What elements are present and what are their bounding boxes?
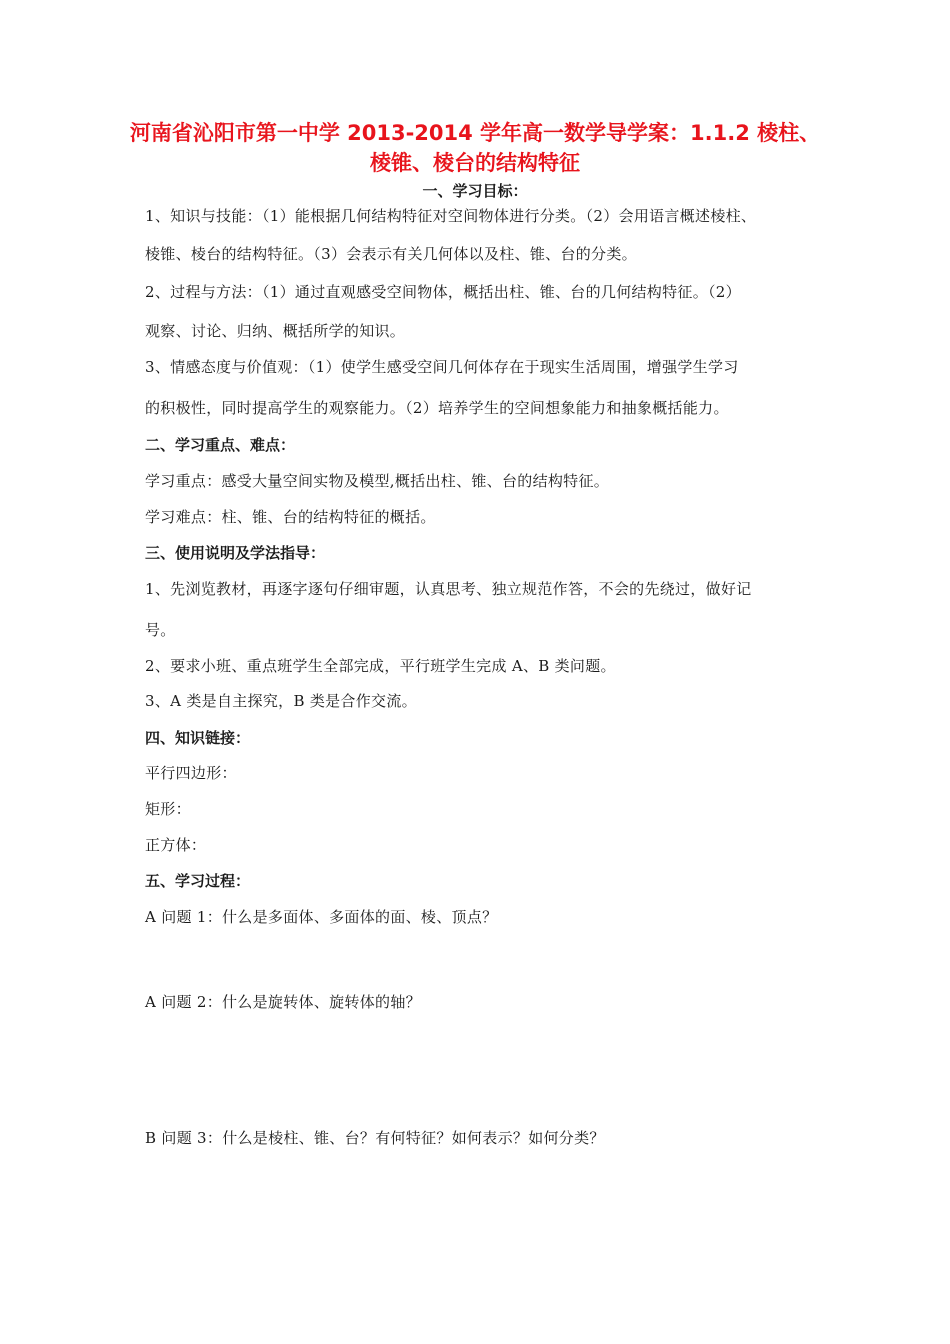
instructions-line: 号。 (145, 621, 176, 639)
links-line: 平行四边形： (145, 764, 237, 782)
section-heading-links: 四、知识链接： (145, 729, 251, 747)
document-title-line-2: 棱锥、棱台的结构特征 (370, 151, 580, 175)
objectives-line: 的积极性，同时提高学生的观察能力。（2）培养学生的空间想象能力和抽象概括能力。 (145, 399, 729, 417)
section-heading-key-points: 二、学习重点、难点： (145, 436, 296, 454)
objectives-line: 棱锥、棱台的结构特征。（3）会表示有关几何体以及柱、锥、台的分类。 (145, 245, 637, 263)
objectives-line: 观察、讨论、归纳、概括所学的知识。 (145, 322, 406, 340)
links-line: 正方体： (145, 836, 207, 854)
instructions-line: 2、要求小班、重点班学生全部完成，平行班学生完成 A、B 类问题。 (145, 657, 616, 675)
objectives-line: 1、知识与技能：（1）能根据几何结构特征对空间物体进行分类。（2）会用语言概述棱柱、 (145, 207, 757, 225)
links-line: 矩形： (145, 800, 191, 818)
key-points-line: 学习重点：感受大量空间实物及模型,概括出柱、锥、台的结构特征。 (145, 472, 610, 490)
instructions-line: 1、先浏览教材，再逐字逐句仔细审题，认真思考、独立规范作答，不会的先绕过，做好记 (145, 580, 752, 598)
section-heading-process: 五、学习过程： (145, 872, 251, 890)
instructions-line: 3、A 类是自主探究，B 类是合作交流。 (145, 692, 417, 710)
key-points-line: 学习难点：柱、锥、台的结构特征的概括。 (145, 508, 436, 526)
section-heading-instructions: 三、使用说明及学法指导： (145, 544, 326, 562)
process-question: B 问题 3：什么是棱柱、锥、台？有何特征？如何表示？如何分类？ (145, 1129, 605, 1147)
process-question: A 问题 2：什么是旋转体、旋转体的轴？ (145, 993, 421, 1011)
process-question: A 问题 1：什么是多面体、多面体的面、棱、顶点？ (145, 908, 498, 926)
objectives-line: 2、过程与方法：（1）通过直观感受空间物体，概括出柱、锥、台的几何结构特征。（2） (145, 283, 741, 301)
document-title-line-1: 河南省沁阳市第一中学 2013-2014 学年高一数学导学案：1.1.2 棱柱、 (129, 121, 821, 145)
objectives-line: 3、情感态度与价值观：（1）使学生感受空间几何体存在于现实生活周围，增强学生学习 (145, 358, 739, 376)
section-heading-objectives: 一、学习目标： (422, 182, 528, 200)
